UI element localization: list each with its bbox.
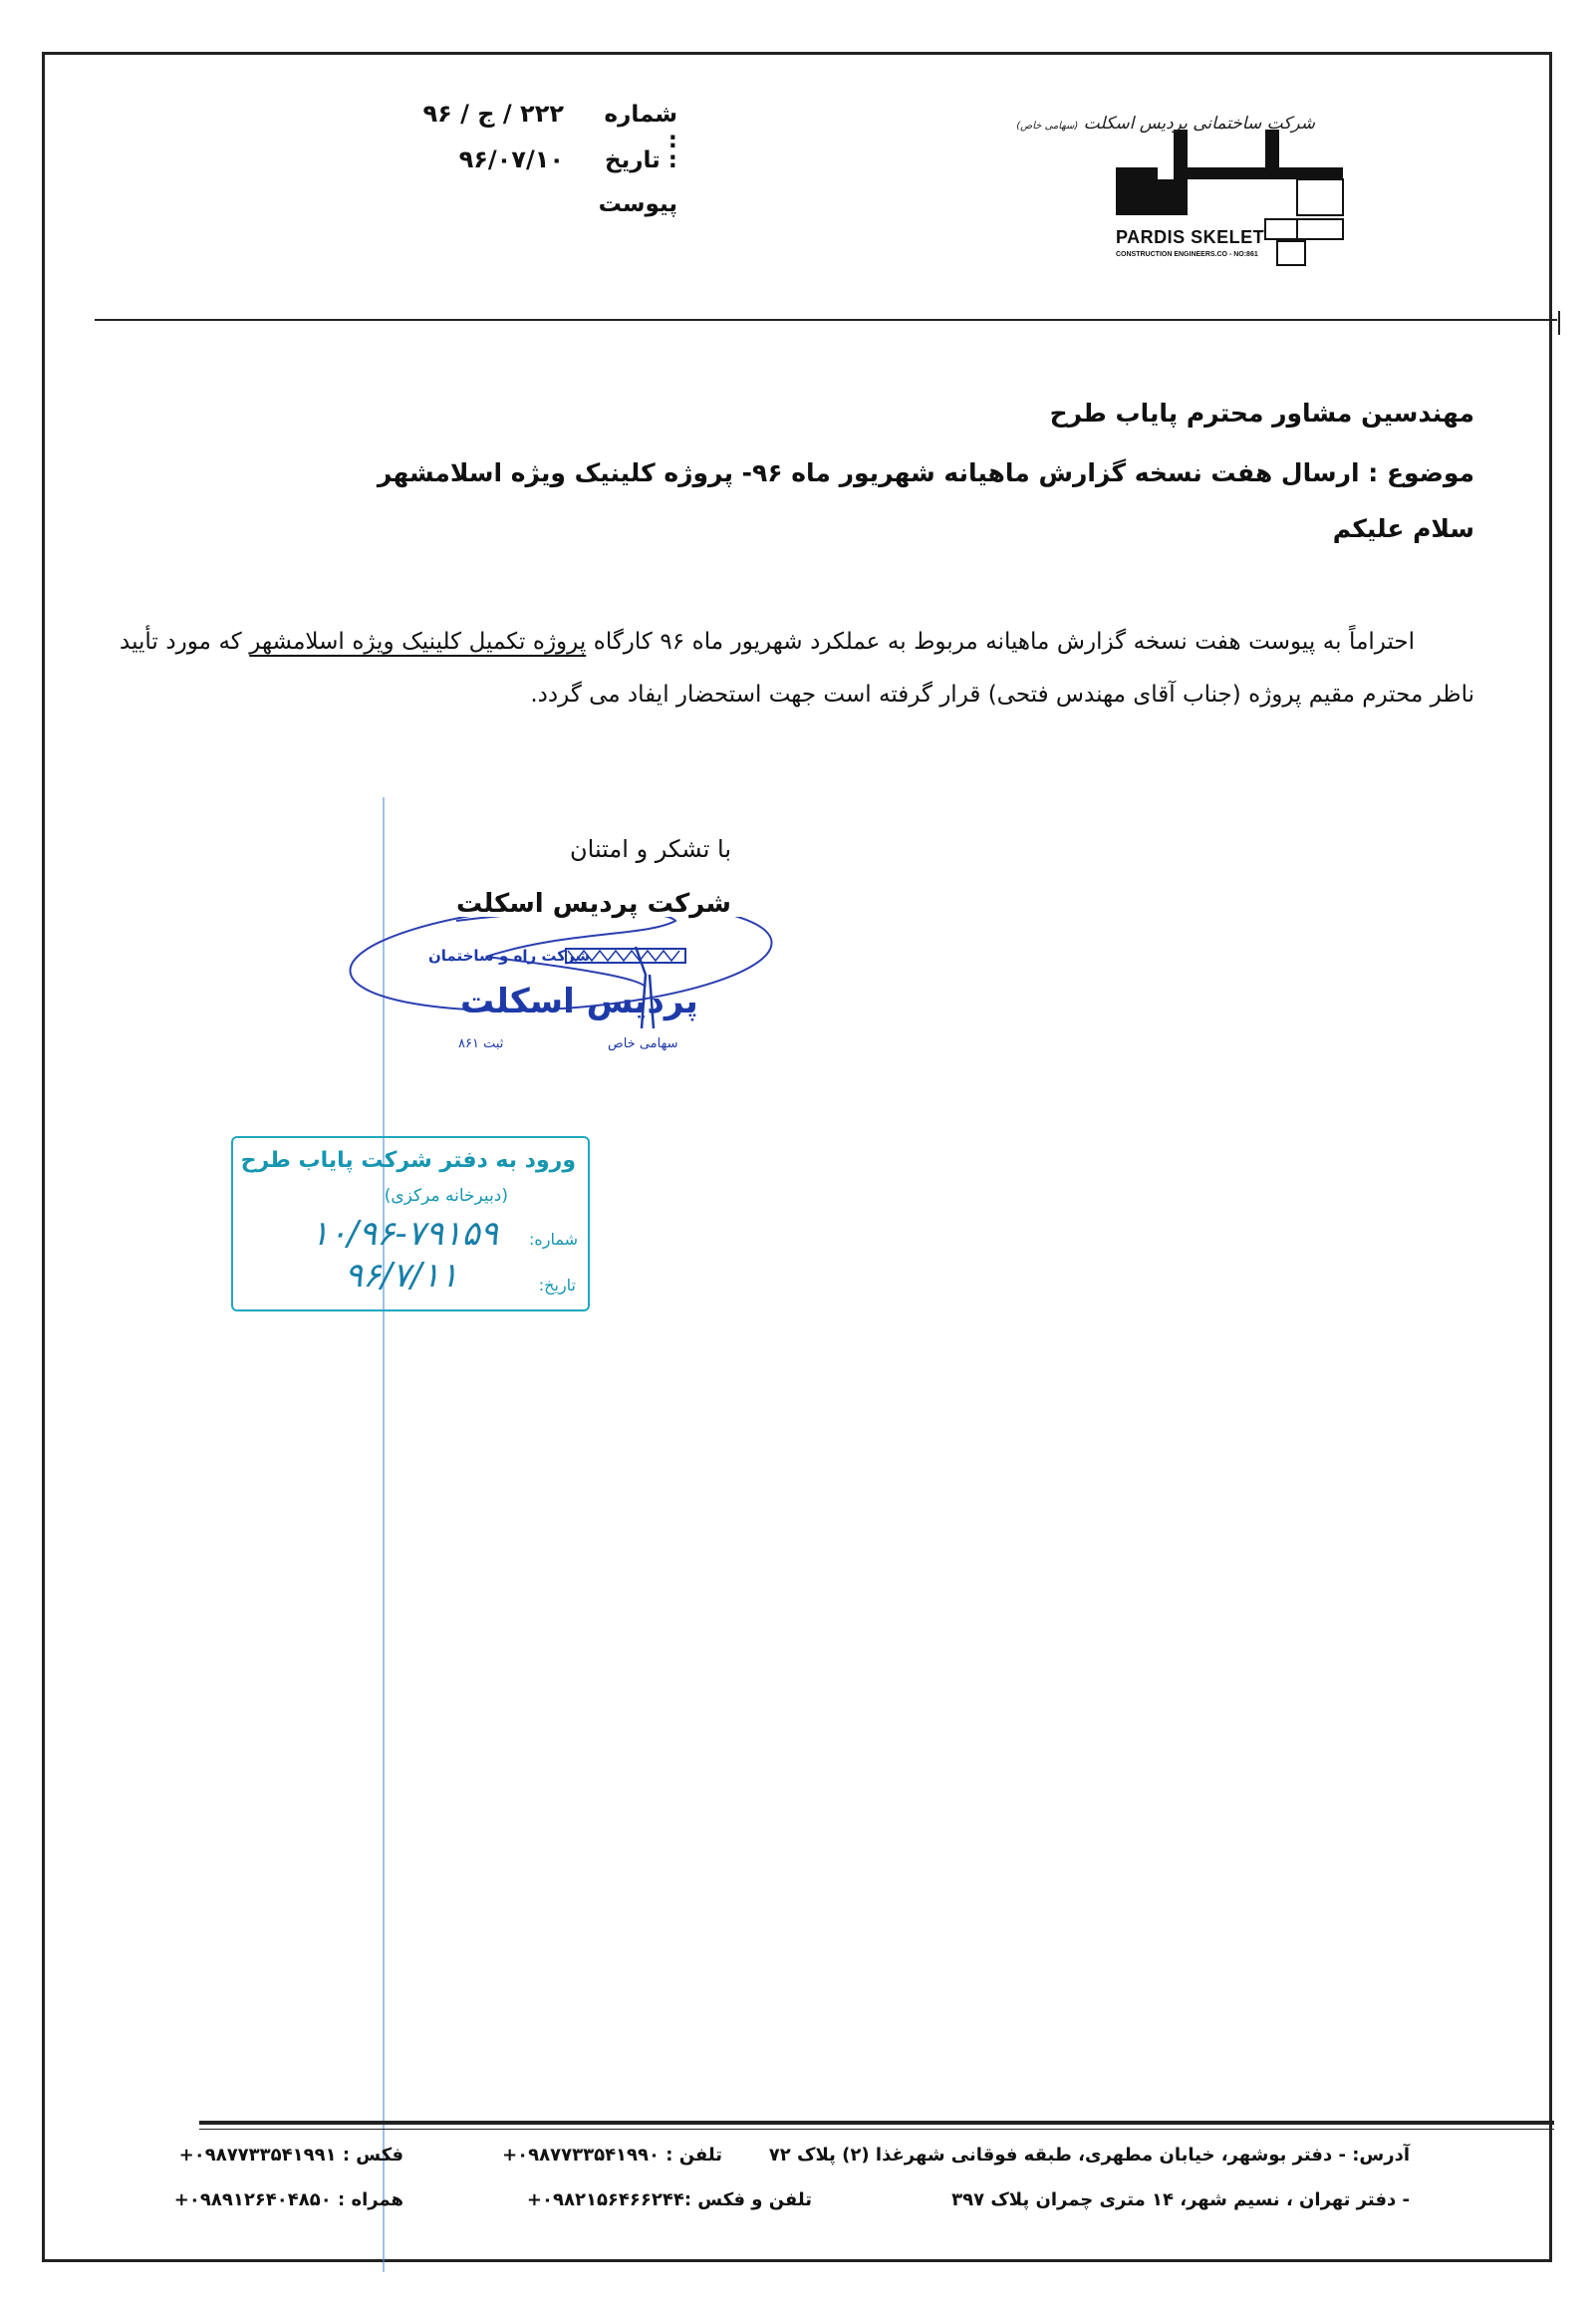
seal-registration: ثبت ۸۶۱ [458, 1036, 504, 1051]
stamp-number-label: شماره: [528, 1230, 578, 1249]
ref-date-value: ۹۶/۰۷/۱۰ [458, 145, 564, 173]
greeting: سلام علیکم [1332, 514, 1474, 543]
footer-address-bushehr: آدرس: - دفتر بوشهر، خیابان مطهری، طبقه فوقانی شهرغذا (۲) پلاک ۷۲ [768, 2145, 1410, 2166]
stamp-number-value: ۱۰/۹۶-۷۹۱۵۹ [310, 1214, 498, 1254]
footer-phone-bushehr: تلفن : ۰۹۸۷۷۳۳۵۴۱۹۹۰+ [502, 2145, 722, 2166]
receipt-stamp [231, 1136, 590, 1311]
side-tick [1550, 311, 1560, 335]
stamp-date-value: ۹۶/۷/۱۱ [344, 1256, 458, 1296]
footer-divider-thick [199, 2121, 1554, 2125]
footer-mobile-tehran: همراه : ۰۹۸۹۱۲۶۴۰۴۸۵۰+ [173, 2189, 403, 2210]
addressee: مهندسین مشاور محترم پایاب طرح [1049, 399, 1474, 428]
ref-attachment-label: پیوست [598, 191, 677, 217]
logo-sub-en: CONSTRUCTION ENGINEERS.CO - NO:861 [1116, 251, 1258, 258]
company-logo [1016, 110, 1464, 274]
signature-company: شرکت پردیس اسکلت [455, 889, 731, 919]
closing-regards: با تشکر و امتنان [570, 835, 731, 863]
header-divider [95, 319, 1557, 321]
seal-line-small: شرکت راه و ساختمان [428, 947, 591, 965]
body-text-end: که مورد تأیید ناظر محترم مقیم پروژه (جناب آقای مهندس فتحی) قرار گرفته است جهت استحضار ایفاد می گردد. [120, 629, 1474, 708]
body-project-name: پروژه تکمیل کلینیک ویژه اسلامشهر [249, 629, 587, 655]
logo-name-en: PARDIS SKELET [1116, 227, 1265, 247]
stamp-title: ورود به دفتر شرکت پایاب طرح [240, 1148, 576, 1173]
ref-row-number [359, 100, 677, 153]
reference-block [359, 100, 677, 237]
logo-mark-icon [1116, 110, 1464, 274]
ref-date-label: تاریخ : [605, 147, 677, 173]
footer-address-tehran: - دفتر تهران ، نسیم شهر، ۱۴ متری چمران پلاک ۳۹۷ [951, 2189, 1410, 2210]
ref-number-value: ۲۲۲ / ج / ۹۶ [422, 100, 564, 128]
ref-number-label: شماره : [604, 102, 677, 153]
seal-company-type: سهامی خاص [608, 1036, 678, 1051]
footer-fax-bushehr: فکس : ۰۹۸۷۷۳۳۵۴۱۹۹۱+ [178, 2145, 403, 2166]
logo-company-fa: شرکت ساختمانی پردیس اسکلت (سهامی خاص) [1016, 114, 1315, 134]
ref-row-attachment [359, 191, 677, 237]
seal-line-large: پردیس اسکلت [460, 982, 698, 1021]
footer-phone-tehran: تلفن و فکس :۰۹۸۲۱۵۶۴۶۶۲۴۴+ [526, 2189, 812, 2210]
body-paragraph [120, 616, 1474, 722]
footer-divider-thin [199, 2129, 1554, 2130]
ref-row-date [359, 145, 677, 191]
body-text-start: احتراماً به پیوست هفت نسخه گزارش ماهیانه مربوط به عملکرد شهریور ماه ۹۶ کارگاه [586, 629, 1416, 655]
stamp-date-label: تاریخ: [538, 1276, 576, 1295]
stamp-subtitle: (دبیرخانه مرکزی) [384, 1186, 508, 1206]
subject-line: موضوع : ارسال هفت نسخه گزارش ماهیانه شهریور ماه ۹۶- پروژه کلینیک ویژه اسلامشهر [377, 458, 1474, 487]
